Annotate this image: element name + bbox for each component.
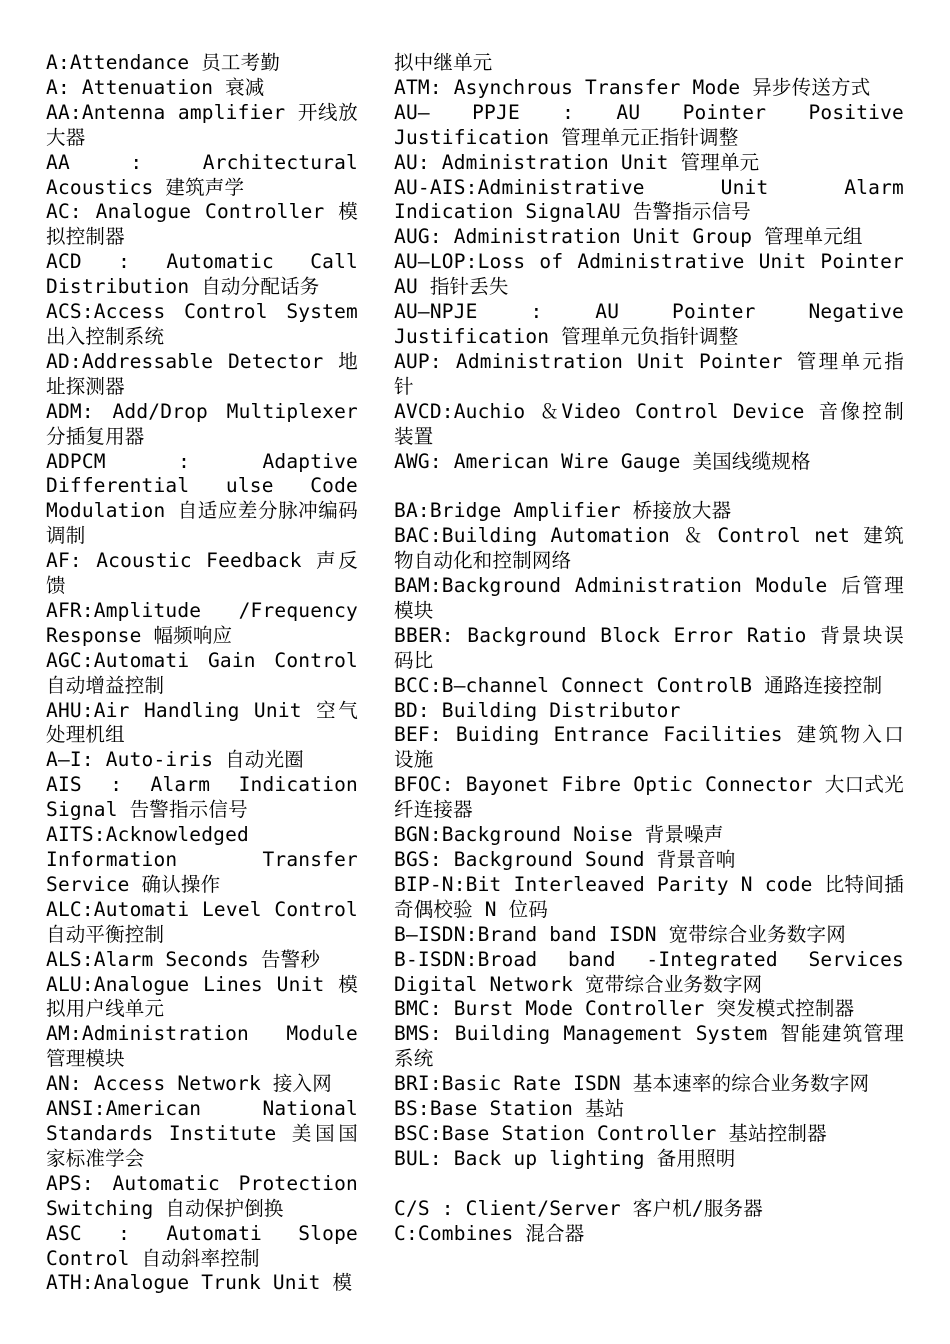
glossary-entry: ALU:Analogue Lines Unit 模拟用户线单元 bbox=[46, 972, 358, 1021]
glossary-entry: AUG: Administration Unit Group 管理单元组 bbox=[394, 225, 863, 249]
glossary-entry: AIS : Alarm Indication Signal 告警指示信号 bbox=[46, 773, 358, 822]
glossary-entry: ATM: Asynchrous Transfer Mode 异步传送方式 bbox=[394, 75, 871, 99]
glossary-entry: BFOC: Bayonet Fibre Optic Connector 大口式光纤连接器 bbox=[394, 773, 904, 822]
glossary-entry: ALS:Alarm Seconds 告警秒 bbox=[46, 947, 321, 971]
glossary-entry: BD: Building Distributor bbox=[394, 698, 681, 722]
glossary-entry: BS:Base Station 基站 bbox=[394, 1097, 625, 1121]
glossary-entry: AU— PPJE : AU Pointer Positive Justification 管理单元正指针调整 bbox=[394, 100, 904, 149]
section-gap bbox=[394, 474, 904, 499]
glossary-entry: BBER: Background Block Error Ratio 背景块误码比 bbox=[394, 623, 904, 672]
glossary-entry: AD:Addressable Detector 地址探测器 bbox=[46, 349, 358, 398]
section-gap bbox=[394, 1172, 904, 1197]
glossary-entry: A:Attendance 员工考勤 bbox=[46, 51, 281, 74]
glossary-entry: AHU:Air Handling Unit 空气处理机组 bbox=[46, 698, 358, 747]
glossary-entry: ALC:Automati Level Control 自动平衡控制 bbox=[46, 897, 358, 946]
glossary-entry: AA : Architectural Acoustics 建筑声学 bbox=[46, 150, 358, 199]
glossary-entry: BRI:Basic Rate ISDN 基本速率的综合业务数字网 bbox=[394, 1072, 870, 1096]
glossary-entry: BMS: Building Management System 智能建筑管理系统 bbox=[394, 1022, 904, 1071]
glossary-entry: AC: Analogue Controller 模拟控制器 bbox=[46, 200, 358, 249]
glossary-entry: BMC: Burst Mode Controller 突发模式控制器 bbox=[394, 997, 855, 1021]
glossary-entry: B-ISDN:Broad band -Integrated Services Digital Network 宽带综合业务数字网 bbox=[394, 947, 904, 996]
glossary-entry: AU—LOP:Loss of Administrative Unit Pointer AU 指针丢失 bbox=[394, 250, 904, 299]
glossary-entry: C:Combines 混合器 bbox=[394, 1221, 585, 1245]
glossary-entry: A—I: Auto-iris 自动光圈 bbox=[46, 748, 304, 772]
glossary-entry: ACS:Access Control System 出入控制系统 bbox=[46, 300, 358, 348]
glossary-entry: AWG: American Wire Gauge 美国线缆规格 bbox=[394, 449, 811, 473]
glossary-entry: BAC:Building Automation ＆ Control net 建筑物自动化和控制网络 bbox=[394, 524, 904, 573]
glossary-entry: AF: Acoustic Feedback 声反馈 bbox=[46, 549, 358, 598]
glossary-entry: AN: Access Network 接入网 bbox=[46, 1072, 332, 1096]
glossary-entry: ADM: Add/Drop Multiplexer 分插复用器 bbox=[46, 399, 358, 448]
glossary-entry: ANSI:American National Standards Institute 美国国家标准学会 bbox=[46, 1097, 358, 1170]
glossary-entry: BAM:Background Administration Module 后管理模块 bbox=[394, 574, 904, 622]
glossary-entry: C/S : Client/Server 客户机/服务器 bbox=[394, 1196, 763, 1220]
glossary-entry: ACD : Automatic Call Distribution 自动分配话务 bbox=[46, 250, 358, 299]
glossary-entry: BCC:B—channel Connect ControlB 通路连接控制 bbox=[394, 673, 883, 697]
glossary-entry: 拟中继单元 bbox=[394, 51, 493, 74]
glossary-entry: BGN:Background Noise 背景噪声 bbox=[394, 823, 724, 847]
glossary-entry: BA:Bridge Amplifier 桥接放大器 bbox=[394, 499, 732, 523]
glossary-entry: AU-AIS:Administrative Unit Alarm Indication SignalAU 告警指示信号 bbox=[394, 175, 904, 224]
glossary-entry: ASC : Automati Slope Control 自动斜率控制 bbox=[46, 1221, 358, 1270]
glossary-entry: BGS: Background Sound 背景音响 bbox=[394, 847, 736, 871]
glossary-entry: AITS:Acknowledged Information Transfer Service 确认操作 bbox=[46, 823, 358, 896]
glossary-entry: ADPCM : Adaptive Differential ulse Code Modulation 自适应差分脉冲编码调制 bbox=[46, 449, 358, 548]
glossary-entry: AU: Administration Unit 管理单元 bbox=[394, 150, 760, 174]
glossary-column-left bbox=[46, 51, 358, 1296]
glossary-entry: AM:Administration Module 管理模块 bbox=[46, 1022, 358, 1071]
glossary-entry: BUL: Back up lighting 备用照明 bbox=[394, 1146, 736, 1170]
glossary-entry: BIP-N:Bit Interleaved Parity N code 比特间插奇偶校验 N 位码 bbox=[394, 872, 904, 921]
glossary-entry: BEF: Buiding Entrance Facilities 建筑物入口设施 bbox=[394, 723, 904, 772]
glossary-entry: A: Attenuation 衰减 bbox=[46, 75, 265, 99]
glossary-entry: AU—NPJE : AU Pointer Negative Justification 管理单元负指针调整 bbox=[394, 300, 904, 348]
glossary-entry: AVCD:Auchio ＆Video Control Device 音像控制装置 bbox=[394, 399, 904, 448]
glossary-entry: AUP: Administration Unit Pointer 管理单元指针 bbox=[394, 349, 904, 398]
glossary-entry: BSC:Base Station Controller 基站控制器 bbox=[394, 1121, 827, 1145]
glossary-entry: AFR:Amplitude /Frequency Response 幅频响应 bbox=[46, 598, 358, 647]
glossary-entry: APS: Automatic Protection Switching 自动保护倒换 bbox=[46, 1171, 358, 1220]
glossary-entry: B—ISDN:Brand band ISDN 宽带综合业务数字网 bbox=[394, 922, 846, 946]
glossary-column-right bbox=[394, 51, 904, 1246]
glossary-entry: AA:Antenna amplifier 开线放大器 bbox=[46, 100, 358, 149]
glossary-entry: AGC:Automati Gain Control 自动增益控制 bbox=[46, 648, 358, 697]
glossary-entry: ATH:Analogue Trunk Unit 模 bbox=[46, 1271, 353, 1295]
